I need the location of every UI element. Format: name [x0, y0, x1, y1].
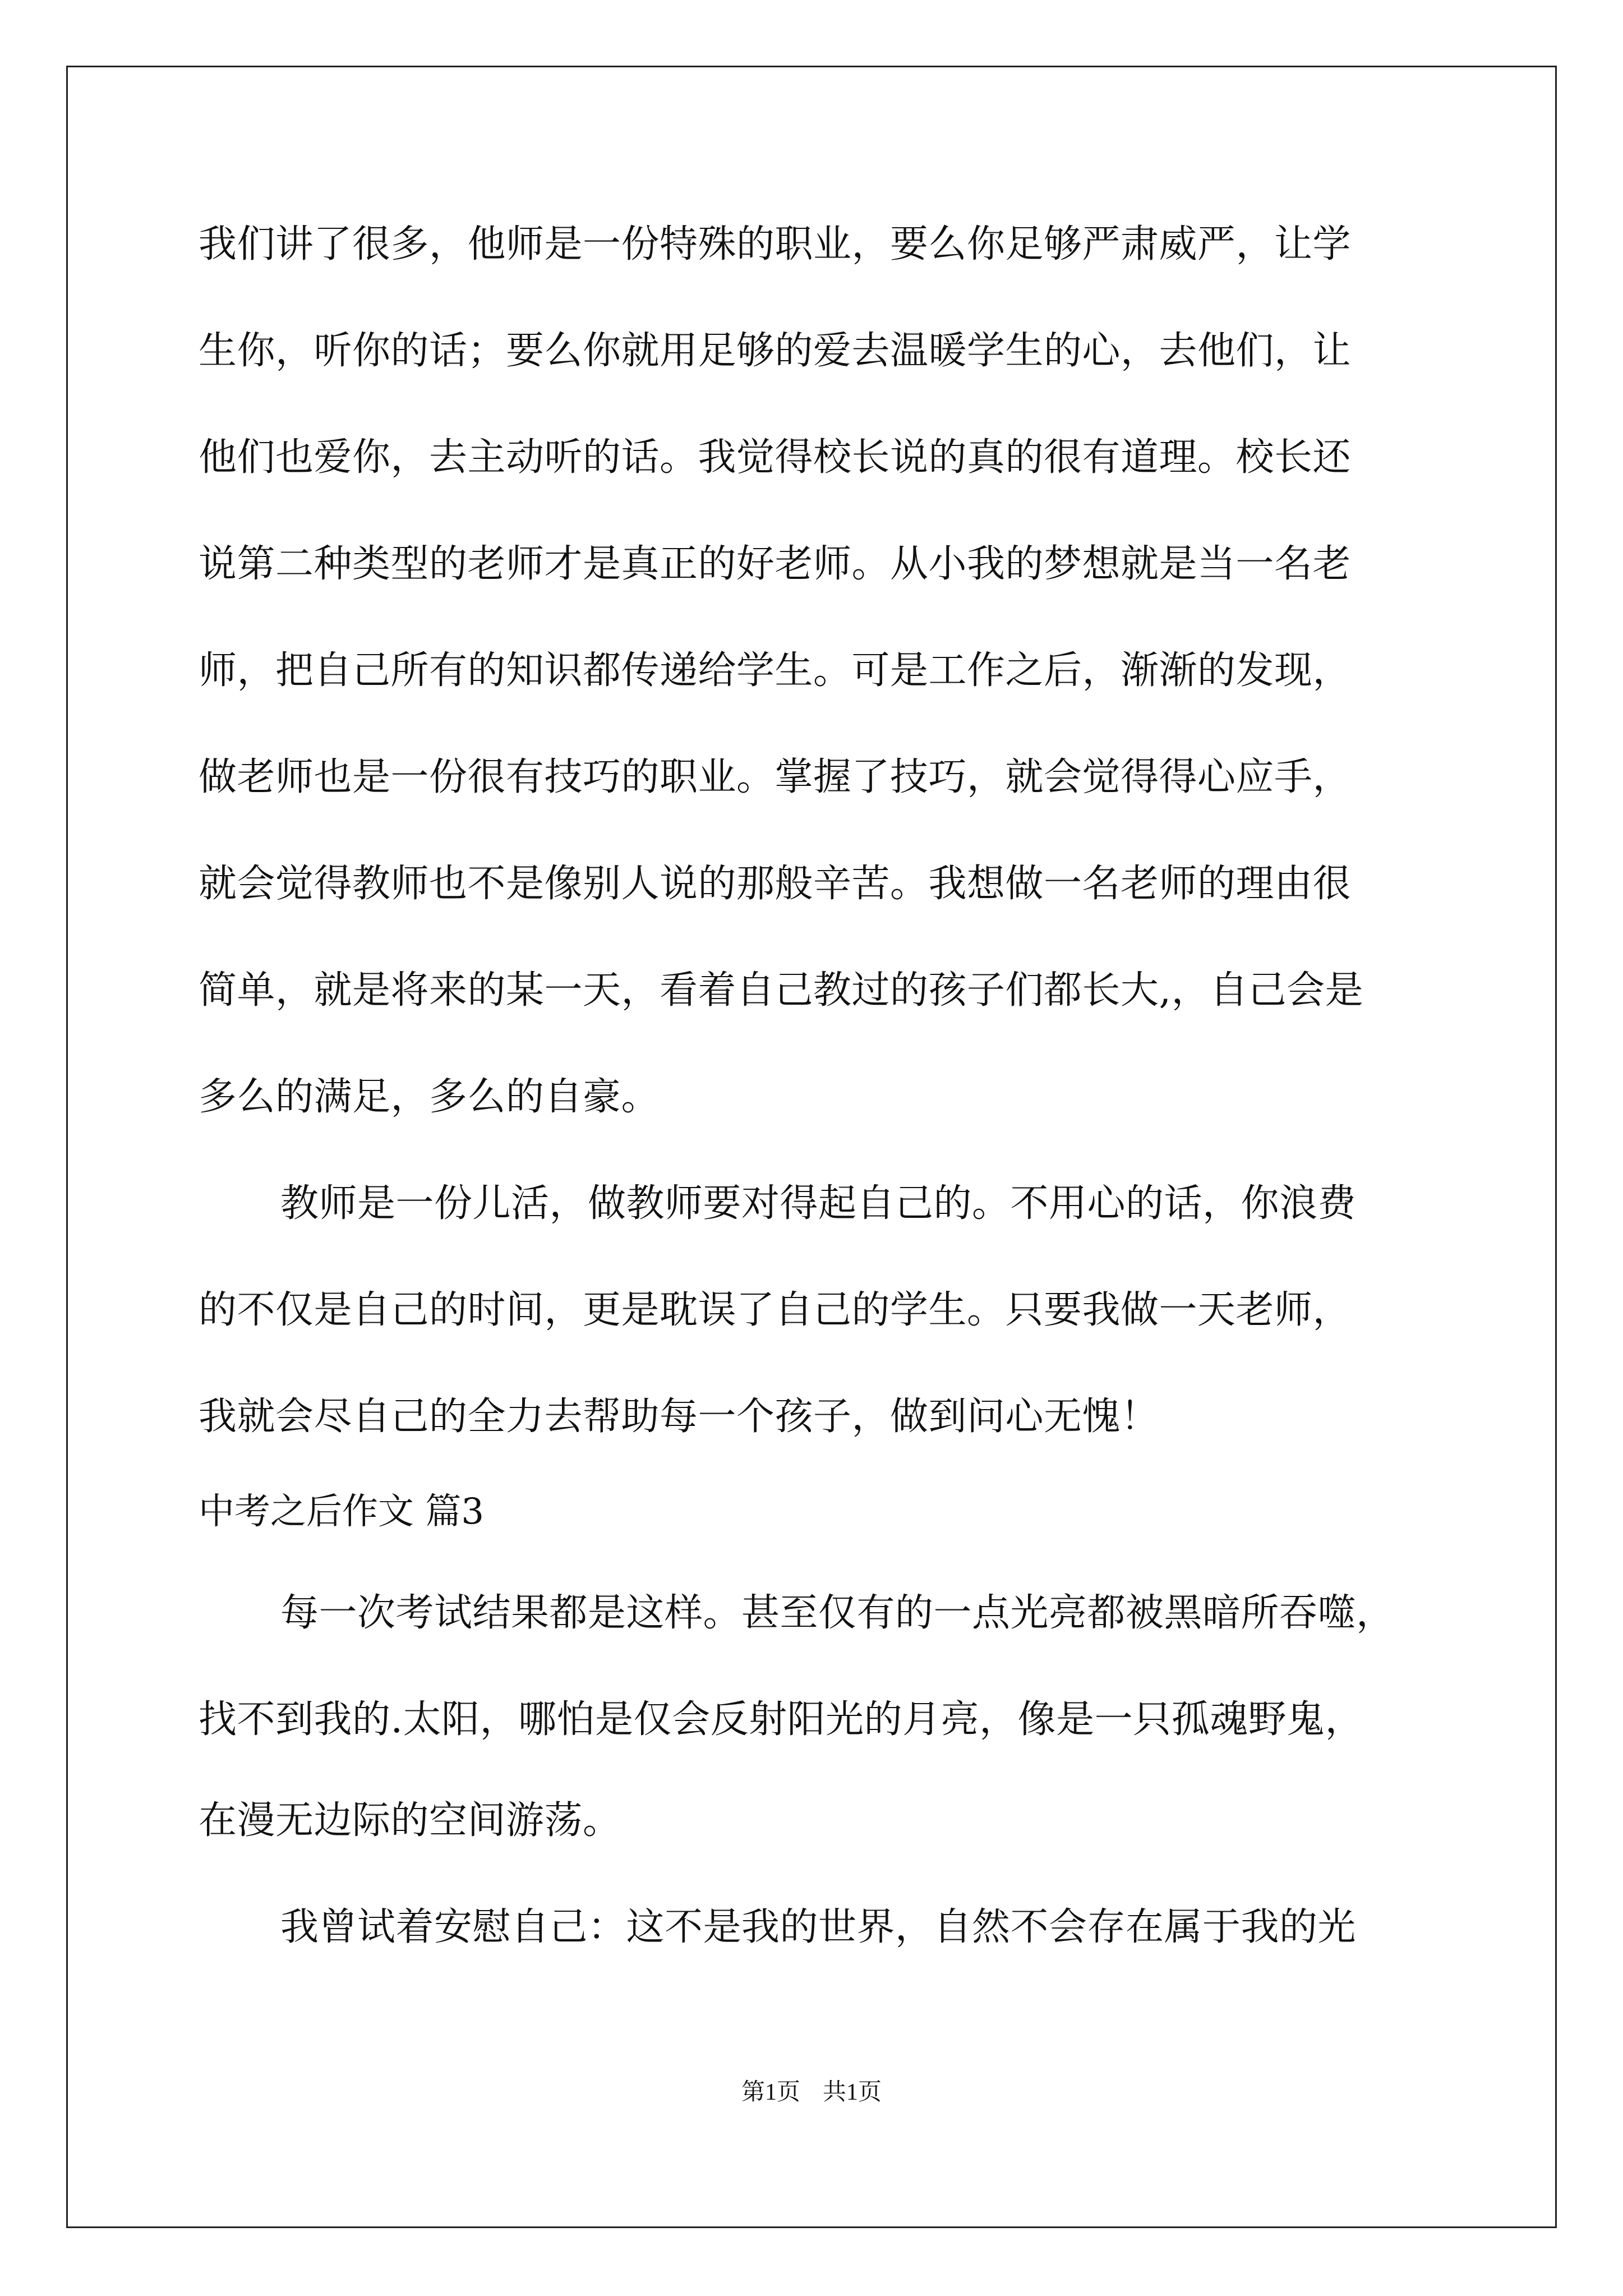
text-line: 他们也爱你，去主动听的话。我觉得校长说的真的很有道理。校长还 [199, 435, 1352, 480]
text-line: 在漫无边际的空间游荡。 [199, 1798, 621, 1843]
text-line: 找不到我的.太阳，哪怕是仅会反射阳光的月亮，像是一只孤魂野鬼， [199, 1697, 1364, 1742]
text-line: 我们讲了很多，他师是一份特殊的职业，要么你足够严肃威严，让学 [199, 222, 1352, 266]
page-border [66, 66, 1557, 2228]
text-line: 我曾试着安慰自己：这不是我的世界，自然不会存在属于我的光 [280, 1905, 1357, 1949]
text-line: 每一次考试结果都是这样。甚至仅有的一点光亮都被黑暗所吞噬， [280, 1591, 1395, 1635]
text-line: 生你，听你的话；要么你就用足够的爱去温暖学生的心，去他们，让 [199, 329, 1352, 373]
text-line: 做老师也是一份很有技巧的职业。掌握了技巧，就会觉得得心应手， [199, 755, 1352, 799]
text-line: 教师是一份儿活，做教师要对得起自己的。不用心的话，你浪费 [280, 1181, 1357, 1226]
text-line: 多么的满足，多么的自豪。 [199, 1075, 660, 1119]
section-heading: 中考之后作文 篇3 [199, 1491, 485, 1533]
text-line: 简单，就是将来的某一天，看着自己教过的孩子们都长大,，自己会是 [199, 968, 1364, 1013]
text-line: 我就会尽自己的全力去帮助每一个孩子，做到问心无愧！ [199, 1395, 1159, 1439]
text-line: 说第二种类型的老师才是真正的好老师。从小我的梦想就是当一名老 [199, 542, 1352, 586]
text-line: 就会觉得教师也不是像别人说的那般辛苦。我想做一名老师的理由很 [199, 862, 1352, 906]
page-number: 第1页 [741, 2079, 800, 2105]
text-line: 的不仅是自己的时间，更是耽误了自己的学生。只要我做一天老师， [199, 1288, 1352, 1332]
page-footer [0, 2077, 1623, 2108]
text-line: 师，把自己所有的知识都传递给学生。可是工作之后，渐渐的发现， [199, 648, 1352, 693]
page-total: 共1页 [823, 2079, 882, 2105]
